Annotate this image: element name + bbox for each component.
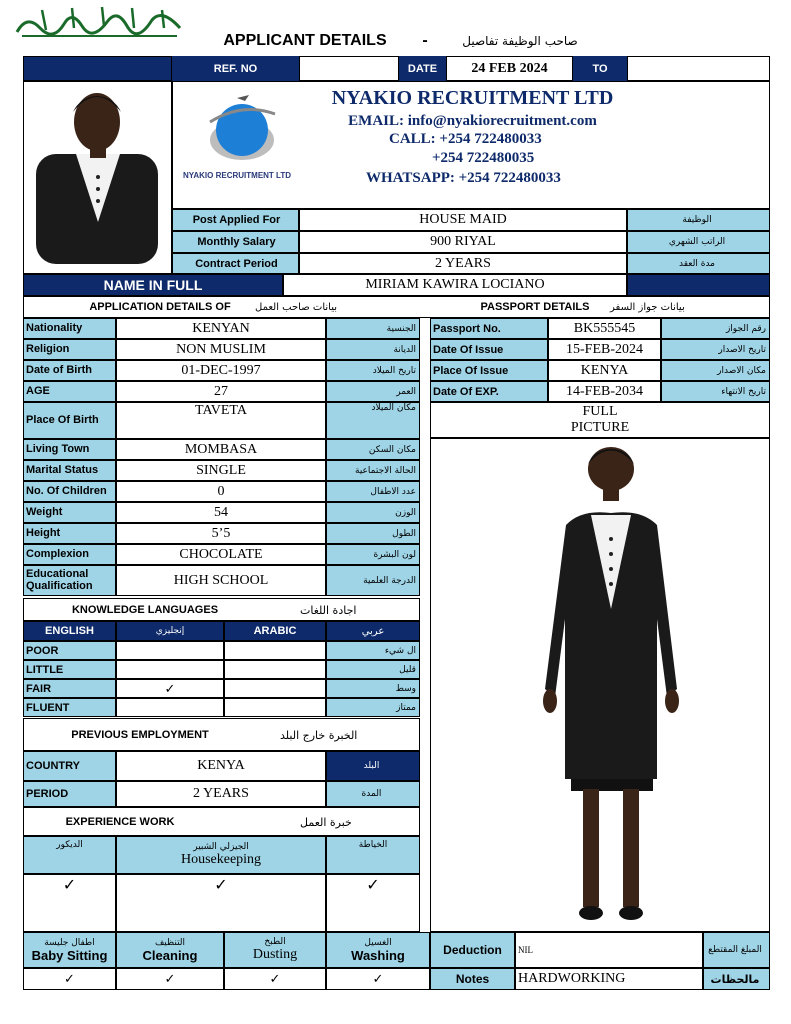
passport-label-arabic: تاريخ الانتهاء	[661, 381, 770, 402]
country-label-arabic: البلد	[326, 751, 420, 781]
personal-label: Height	[23, 523, 116, 544]
to-value	[627, 56, 770, 81]
full-picture-line1: FULL	[582, 404, 618, 419]
full-picture-label	[430, 402, 770, 438]
personal-value: SINGLE	[116, 460, 326, 481]
language-level-label: FLUENT	[23, 698, 116, 717]
contract-value: 2 YEARS	[299, 253, 627, 274]
personal-value: NON MUSLIM	[116, 339, 326, 360]
passport-details-label: PASSPORT DETAILS	[480, 301, 590, 313]
deduction-label: Deduction	[430, 932, 515, 968]
full-body-photo	[430, 438, 770, 932]
language-level-arabic: ممتاز	[326, 698, 420, 717]
contract-label: Contract Period	[172, 253, 299, 274]
passport-label-arabic: رقم الجواز	[661, 318, 770, 339]
experience-mark-decor: ✓	[23, 874, 116, 932]
housekeeping-label: Housekeeping	[180, 852, 262, 867]
arabic-level-mark	[224, 698, 326, 717]
salary-label-arabic: الراتب الشهري	[627, 231, 770, 253]
personal-value: 27	[116, 381, 326, 402]
skill-mark: ✓	[23, 968, 116, 990]
skill-label: Dusting	[252, 947, 298, 962]
skill-arabic: التنظيف	[154, 937, 186, 948]
skill-header	[23, 932, 116, 968]
passport-label-arabic: تاريخ الاصدار	[661, 339, 770, 360]
skill-arabic: الطبخ	[264, 937, 286, 947]
personal-value: 54	[116, 502, 326, 523]
skill-header	[224, 932, 326, 968]
salary-label: Monthly Salary	[172, 231, 299, 253]
passport-label-arabic: مكان الاصدار	[661, 360, 770, 381]
notes-label-arabic: مالحظات	[703, 968, 770, 990]
skill-mark: ✓	[326, 968, 430, 990]
personal-value: MOMBASA	[116, 439, 326, 460]
notes-label: Notes	[430, 968, 515, 990]
company-call-2: +254 722480035	[432, 150, 535, 166]
country-label: COUNTRY	[23, 751, 116, 781]
personal-label-arabic: الديانة	[326, 339, 420, 360]
period-label: PERIOD	[23, 781, 116, 807]
english-level-mark	[116, 641, 224, 660]
language-level-arabic: وسط	[326, 679, 420, 698]
personal-value: 0	[116, 481, 326, 502]
deduction-label-arabic: المبلغ المقتطع	[703, 932, 770, 968]
document-title-arabic: صاحب الوظيفة تفاصيل	[462, 34, 578, 48]
skill-label: Baby Sitting	[31, 947, 108, 963]
to-label: TO	[573, 56, 627, 81]
personal-label: Educational Qualification	[23, 565, 116, 596]
arabic-header: ARABIC	[224, 621, 326, 641]
passport-value: BK555545	[548, 318, 661, 339]
personal-label-arabic: مكان الميلاد	[326, 402, 420, 439]
english-level-mark	[116, 698, 224, 717]
english-header: ENGLISH	[23, 621, 116, 641]
personal-value: KENYAN	[116, 318, 326, 339]
name-label: NAME IN FULL	[23, 274, 283, 296]
company-name: NYAKIO RECRUITMENT LTD	[331, 86, 614, 109]
passport-label: Place Of Issue	[430, 360, 548, 381]
title-dash: -	[422, 32, 428, 49]
post-label: Post Applied For	[172, 209, 299, 231]
company-logo-globe-icon	[195, 92, 290, 167]
skill-header	[326, 932, 430, 968]
experience-mark-sewing: ✓	[326, 874, 420, 932]
languages-title: KNOWLEDGE LANGUAGES	[71, 604, 219, 616]
personal-value: HIGH SCHOOL	[116, 565, 326, 596]
company-logo-text: NYAKIO RECRUITMENT LTD	[183, 170, 291, 180]
date-value: 24 FEB 2024	[446, 56, 573, 81]
ref-row-blank	[23, 56, 172, 81]
personal-label-arabic: مكان السكن	[326, 439, 420, 460]
personal-label-arabic: الدرجة العلمية	[326, 565, 420, 596]
passport-label: Date Of EXP.	[430, 381, 548, 402]
passport-value: KENYA	[548, 360, 661, 381]
housekeeping-arabic: الجيزلي الشبير	[193, 842, 249, 852]
passport-details-arabic: بيانات جواز السفر	[610, 301, 685, 313]
period-value: 2 YEARS	[116, 781, 326, 807]
name-row-blank	[627, 274, 770, 296]
personal-label: Complexion	[23, 544, 116, 565]
personal-label: AGE	[23, 381, 116, 402]
name-value: MIRIAM KAWIRA LOCIANO	[283, 274, 627, 296]
language-level-label: FAIR	[23, 679, 116, 698]
ref-no-value	[299, 56, 399, 81]
post-label-arabic: الوظيفة	[627, 209, 770, 231]
post-value: HOUSE MAID	[299, 209, 627, 231]
company-call-1: CALL: +254 722480033	[389, 131, 542, 147]
passport-label: Passport No.	[430, 318, 548, 339]
company-whatsapp: WHATSAPP: +254 722480033	[366, 170, 561, 186]
deduction-value: NIL	[515, 932, 703, 968]
personal-label: Place Of Birth	[23, 402, 116, 439]
application-details-arabic: بيانات صاحب العمل	[255, 301, 337, 313]
skill-header	[116, 932, 224, 968]
application-details-label: APPLICATION DETAILS OF	[89, 301, 231, 313]
country-value: KENYA	[116, 751, 326, 781]
language-level-label: LITTLE	[23, 660, 116, 679]
passport-value: 14-FEB-2034	[548, 381, 661, 402]
personal-label-arabic: الوزن	[326, 502, 420, 523]
personal-label-arabic: الجنسية	[326, 318, 420, 339]
ref-no-label: REF. NO	[172, 56, 299, 81]
contract-label-arabic: مدة العقد	[627, 253, 770, 274]
skill-arabic: الغسيل	[364, 937, 392, 948]
experience-mark-housekeeping: ✓	[116, 874, 326, 932]
personal-label: No. Of Children	[23, 481, 116, 502]
salary-value: 900 RIYAL	[299, 231, 627, 253]
personal-label: Nationality	[23, 318, 116, 339]
experience-col-housekeeping	[116, 836, 326, 874]
experience-title-arabic: خبرة العمل	[300, 815, 352, 829]
skill-label: Cleaning	[142, 947, 198, 963]
skill-mark: ✓	[116, 968, 224, 990]
personal-value: TAVETA	[116, 402, 326, 439]
experience-title: EXPERIENCE WORK	[65, 816, 175, 828]
personal-label-arabic: العمر	[326, 381, 420, 402]
personal-label-arabic: تاريخ الميلاد	[326, 360, 420, 381]
arabic-level-mark	[224, 660, 326, 679]
language-level-arabic: قليل	[326, 660, 420, 679]
languages-title-arabic: اجادة اللغات	[300, 603, 357, 617]
document-title: APPLICANT DETAILS	[223, 32, 387, 49]
english-level-mark	[116, 660, 224, 679]
date-label: DATE	[399, 56, 446, 81]
passport-label: Date Of Issue	[430, 339, 548, 360]
basmala-calligraphy	[12, 2, 187, 42]
experience-col-sewing: الخياطة	[326, 836, 420, 874]
passport-photo	[23, 81, 172, 274]
company-email: EMAIL: info@nyakiorecruitment.com	[348, 112, 597, 129]
notes-value: HARDWORKING	[515, 968, 703, 990]
arabic-level-mark	[224, 679, 326, 698]
previous-employment-title-arabic: الخبرة خارج البلد	[280, 728, 358, 742]
experience-col-decor: الديكور	[23, 836, 116, 874]
personal-label: Religion	[23, 339, 116, 360]
skill-label: Washing	[351, 947, 405, 963]
personal-value: CHOCOLATE	[116, 544, 326, 565]
passport-value: 15-FEB-2024	[548, 339, 661, 360]
personal-label: Marital Status	[23, 460, 116, 481]
personal-value: 01-DEC-1997	[116, 360, 326, 381]
personal-label-arabic: الحالة الاجتماعية	[326, 460, 420, 481]
arabic-header-arabic: عربي	[326, 621, 420, 641]
english-level-mark: ✓	[116, 679, 224, 698]
personal-label-arabic: الطول	[326, 523, 420, 544]
personal-label-arabic: عدد الاطفال	[326, 481, 420, 502]
personal-label-arabic: لون البشرة	[326, 544, 420, 565]
personal-label: Living Town	[23, 439, 116, 460]
full-picture-line2: PICTURE	[570, 420, 630, 435]
period-label-arabic: المدة	[326, 781, 420, 807]
personal-label: Weight	[23, 502, 116, 523]
personal-value: 5’5	[116, 523, 326, 544]
skill-mark: ✓	[224, 968, 326, 990]
language-level-arabic: ال شيء	[326, 641, 420, 660]
language-level-label: POOR	[23, 641, 116, 660]
personal-label: Date of Birth	[23, 360, 116, 381]
skill-arabic: اطفال جليسة	[44, 937, 95, 948]
arabic-level-mark	[224, 641, 326, 660]
previous-employment-title: PREVIOUS EMPLOYMENT	[71, 729, 209, 741]
english-header-arabic: إنجليزي	[116, 621, 224, 641]
